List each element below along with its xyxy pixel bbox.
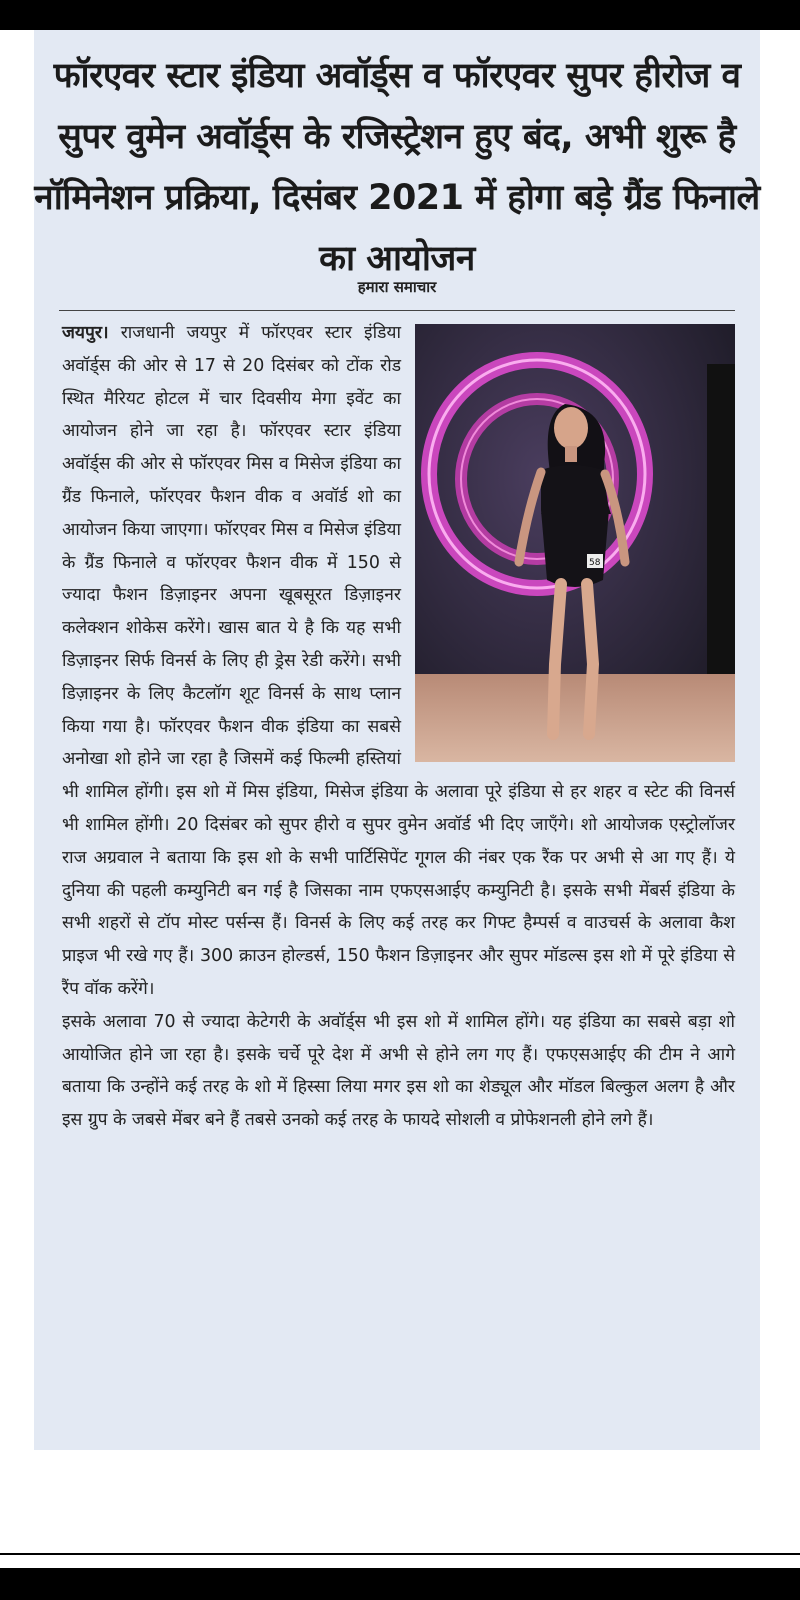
dateline: जयपुर। (62, 323, 109, 343)
top-black-bar (0, 0, 800, 30)
runway-photo-drawing (415, 324, 735, 762)
contestant-badge-number: 58 (589, 558, 601, 568)
divider-rule (59, 310, 735, 311)
byline: हमारा समाचार (357, 278, 437, 296)
separator-line (0, 1553, 800, 1555)
newspaper-clipping (34, 30, 760, 1450)
runway-photo (415, 324, 735, 762)
paragraph-2: इसके अलावा 70 से ज्यादा केटेगरी के अवॉर्ड्स भी इस शो में शामिल होंगे। यह इंडिया का सबसे बड़ा शो आयोजित होने जा रहा है। इसके चर्चे पूरे देश में अभी से होने लग गए हैं। एफएसआईए की टीम ने आगे बताया कि उन्होंने कई तरह के शो में हिस्सा लिया मगर इस शो का शेड्यूल और मॉडल बिल्कुल अलग है और इस ग्रुप के जबसे मेंबर बने हैं तबसे उनको कई तरह के फायदे सोशली व प्रोफेशनली होने लगे हैं। (62, 1011, 735, 1131)
article-body (62, 317, 735, 1137)
headline: फॉरएवर स्टार इंडिया अवॉर्ड्स व फॉरएवर सुपर हीरोज व सुपर वुमेन अवॉर्ड्स के रजिस्ट्रेशन हुए बंद, अभी शुरू है नॉमिनेशन प्रक्रिया, दिसंबर 2021 में होगा बड़े ग्रैंड फिनाले का आयोजन (34, 56, 760, 279)
paragraph-1-text: राजधानी जयपुर में फॉरएवर स्टार इंडिया अवॉर्ड्स की ओर से 17 से 20 दिसंबर को टोंक रोड स्थित मैरियट होटल में चार दिवसीय मेगा इवेंट का आयोजन होने जा रहा है। फॉरएवर स्टार इंडिया अवॉर्ड्स की ओर से फॉरएवर मिस व मिसेज इंडिया का ग्रैंड फिनाले, फॉरएवर फैशन वीक व अवॉर्ड शो का आयोजन किया जाएगा। फॉरएवर मिस व मिसेज इंडिया के ग्रैंड फिनाले व फॉरएवर फैशन वीक में 150 से ज्यादा फैशन डिज़ाइनर अपना खूबसूरत डिज़ाइनर कलेक्शन शोकेस करेंगे। खास बात ये है कि यह सभी डिज़ाइनर सिर्फ विनर्स के लिए ही ड्रेस रेडी करेंगे। सभी डिज़ाइनर के लिए कैटलॉग शूट विनर्स के साथ प्लान किया गया है। फॉरएवर फैशन वीक इंडिया का सबसे अनोखा शो होने जा रहा है जिसमें कई फिल्मी हस्तियां भी शामिल होंगी। इस शो में मिस इंडिया, मिसेज इंडिया के अलावा पूरे इंडिया से हर शहर व स्टेट की विनर्स भी शामिल होंगी। 20 दिसंबर को सुपर हीरो व सुपर वुमेन अवॉर्ड भी दिए जाएँगे। शो आयोजक एस्ट्रोलॉजर राज अग्रवाल ने बताया कि इस शो के सभी पार्टिसिपेंट गूगल की नंबर एक रैंक पर अभी से आ गए हैं। ये दुनिया की पहली कम्युनिटी बन गई है जिसका नाम एफएसआईए कम्युनिटी है। इसके सभी मेंबर्स इंडिया के सभी शहरों से टॉप मोस्ट पर्सन्स हैं। विनर्स के लिए कई तरह कर गिफ्ट हैम्पर्स व वाउचर्स के अलावा कैश प्राइज भी रखे गए हैं। 300 क्राउन होल्डर्स, 150 फैशन डिज़ाइनर और सुपर मॉडल्स इस शो में पूरे इंडिया से रैंप वॉक करेंगे। (62, 323, 735, 999)
bottom-black-bar (0, 1568, 800, 1600)
